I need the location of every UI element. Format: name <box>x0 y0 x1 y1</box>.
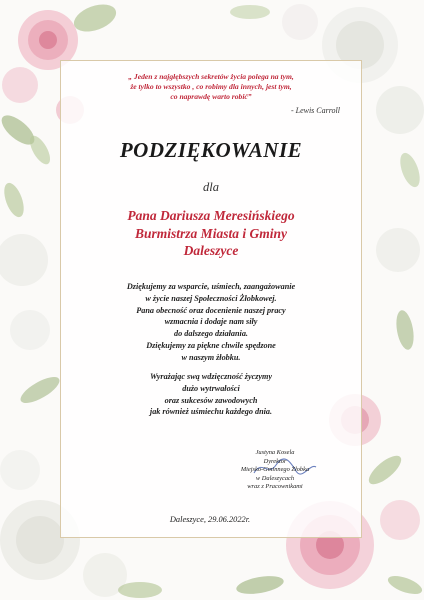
document-title: PODZIĘKOWANIE <box>119 138 303 162</box>
body-line: Dziękujemy za piękne chwile spędzone <box>146 340 276 350</box>
epigraph-quote <box>66 72 356 103</box>
wishes-paragraph <box>60 371 362 418</box>
wishes-line: jak również uśmiechu każdego dnia. <box>149 407 273 417</box>
signature-block <box>220 449 330 492</box>
recipient-line: Burmistrza Miasta i Gminy <box>135 225 287 241</box>
quote-line: co naprawdę warto robić” <box>170 92 252 102</box>
recipient-name <box>60 207 362 260</box>
signature-line: w Daleszycach <box>255 474 295 482</box>
body-line: Dziękujemy za wsparcie, uśmiech, zaangażowanie <box>126 282 296 291</box>
body-line: Pana obecność oraz docenienie naszej pracy <box>136 305 286 315</box>
place-and-date: Daleszyce, 29.06.2022r. <box>169 515 251 524</box>
signature-line: wraz z Pracownikami <box>247 483 303 491</box>
quote-author: - Lewis Carroll <box>290 106 340 115</box>
body-line: w naszym żłobku. <box>181 352 241 362</box>
signature-line: Justyna Kosela <box>255 449 295 456</box>
quote-line: że tylko to wszystko , co robimy dla innych, jest tym, <box>130 82 292 92</box>
wishes-line: dużo wytrwałości <box>182 383 240 393</box>
quote-line: „ Jeden z najgłębszych sekretów życia polega na tym, <box>128 72 294 81</box>
body-line: do dalszego działania. <box>174 329 248 339</box>
flower-left-icon <box>0 180 63 408</box>
wishes-line: Wyrażając swą wdzięczność życzymy <box>149 372 273 381</box>
signature-line: Dyrektor <box>263 457 287 465</box>
signature-line: Miejsko-Gminnego Żłobka <box>240 466 310 474</box>
body-line: w życie naszej Społeczności Żłobkowej. <box>145 293 277 303</box>
body-line: wzmacnia i dodaje nam siły <box>164 317 258 327</box>
for-word: dla <box>203 180 219 194</box>
thanks-body <box>60 281 362 364</box>
recipient-line: Daleszyce <box>183 243 239 258</box>
recipient-line: Pana Dariusza Meresińskiego <box>127 208 295 223</box>
wishes-line: oraz sukcesów zawodowych <box>164 395 258 405</box>
